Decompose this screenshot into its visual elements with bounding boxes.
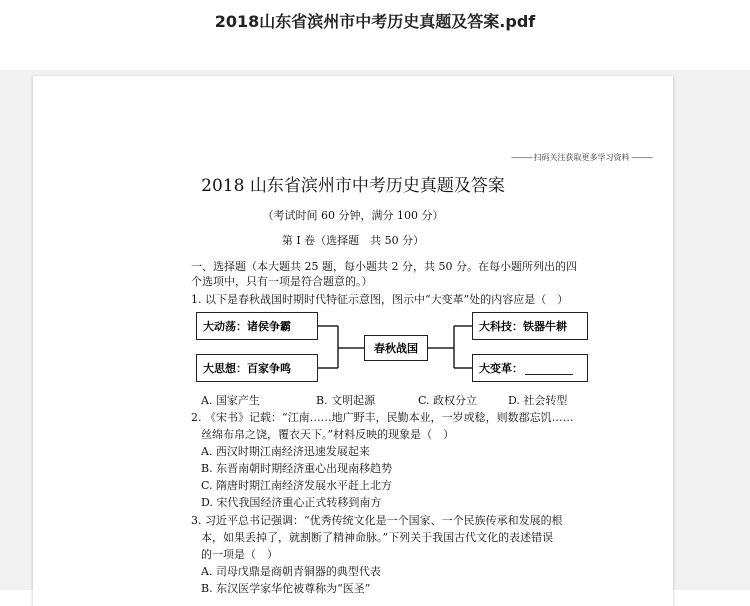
q2-option-b: B. 东晋南朝时期经济重心出现南移趋势	[201, 462, 393, 475]
answer-blank-line	[525, 361, 573, 375]
part-title: 第 I 卷（选择题 共 50 分）	[281, 234, 425, 247]
document-filename: 2018山东省滨州市中考历史真题及答案.pdf	[214, 12, 536, 31]
question-2-line-2: 丝绵布帛之饶，覆衣天下。”材料反映的现象是（ ）	[201, 428, 455, 441]
diagram-box-technology: 大科技：铁器牛耕	[472, 312, 588, 340]
q1-option-a: A. 国家产生	[201, 394, 260, 407]
title-bar	[0, 0, 750, 71]
q3-option-b: B. 东汉医学家华佗被尊称为“医圣”	[201, 582, 371, 595]
q1-option-d: D. 社会转型	[508, 394, 568, 407]
q3-option-a: A. 司母戊鼎是商朝青铜器的典型代表	[201, 565, 381, 578]
section-intro-line-1: 一、选择题（本大题共 25 题，每小题共 2 分，共 50 分。在每小题所列出的四	[191, 260, 577, 273]
q2-option-c: C. 隋唐时期江南经济发展水平赶上北方	[201, 479, 393, 492]
question-2-line-1: 2. 《宋书》记载：“江南……地广野丰，民勤本业，一岁或稔，则数郡忘饥……	[191, 411, 574, 424]
exam-info: （考试时间 60 分钟，满分 100 分）	[262, 209, 444, 222]
pdf-page	[33, 76, 673, 606]
q2-option-a: A. 西汉时期江南经济迅速发展起来	[201, 445, 370, 458]
era-features-diagram	[196, 312, 588, 386]
document-title: 2018 山东省滨州市中考历史真题及答案	[201, 176, 505, 196]
q1-option-b: B. 文明起源	[316, 394, 376, 407]
watermark-text: ——— 扫码关注获取更多学习资料 ———	[511, 152, 652, 163]
diagram-box-thought: 大思想：百家争鸣	[196, 354, 318, 382]
question-3-line-1: 3. 习近平总书记强调：“优秀传统文化是一个国家、一个民族传承和发展的根	[191, 514, 563, 527]
question-1-stem: 1. 以下是春秋战国时期时代特征示意图，图示中“大变革”处的内容应是（ ）	[191, 293, 569, 306]
q2-option-d: D. 宋代我国经济重心正式转移到南方	[201, 496, 382, 509]
diagram-box-reform	[472, 354, 588, 382]
diagram-box-turmoil: 大动荡：诸侯争霸	[196, 312, 318, 340]
diagram-box-era: 春秋战国	[364, 335, 428, 361]
q1-option-c: C. 政权分立	[418, 394, 478, 407]
section-intro-line-2: 个选项中，只有一项是符合题意的。）	[191, 275, 373, 288]
question-3-line-3: 的一项是（ ）	[201, 548, 278, 561]
question-3-line-2: 本，如果丢掉了，就割断了精神命脉。”下列关于我国古代文化的表述错误	[201, 531, 554, 544]
diagram-box-reform-label: 大变革：	[479, 362, 523, 375]
